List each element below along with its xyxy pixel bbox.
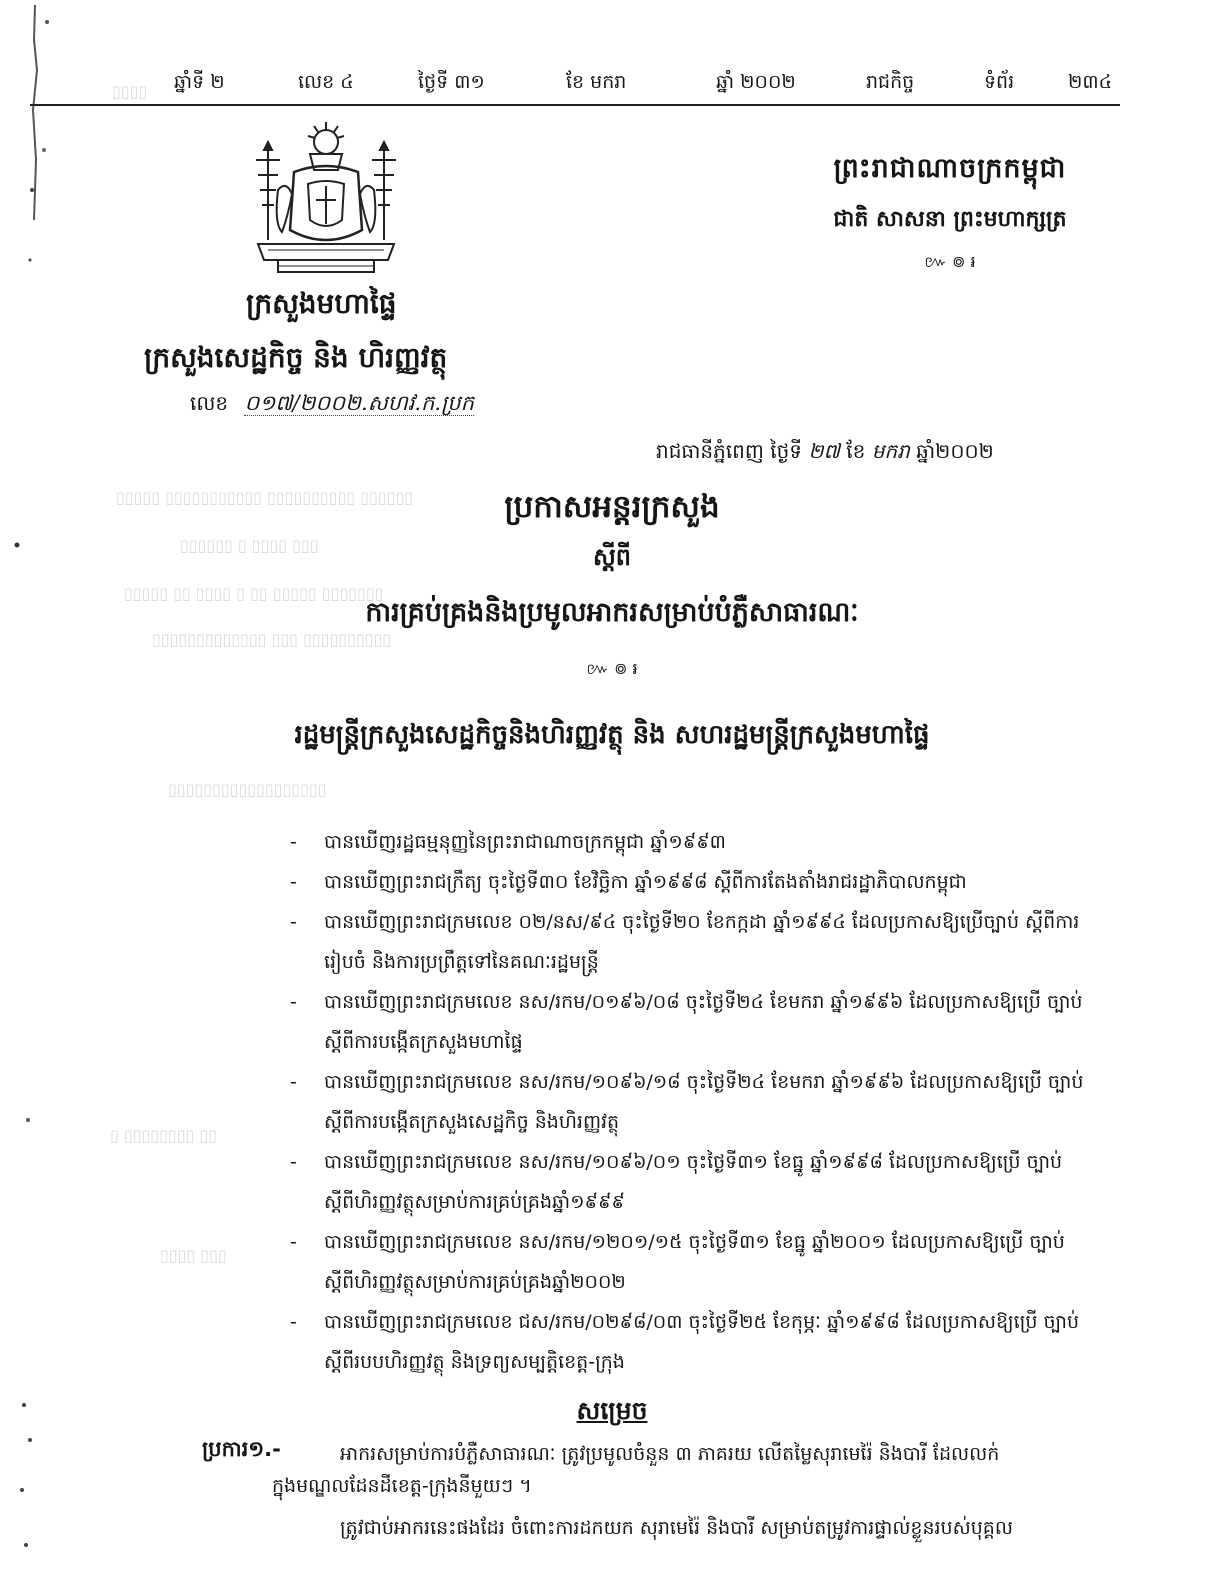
gazette-year: ឆ្នាំទី ២ xyxy=(174,71,225,93)
gazette-month: ខែ មករា xyxy=(566,71,627,93)
reference-number-line xyxy=(190,390,474,421)
consideration-item: - បានឃើញព្រះរាជក្រមលេខ នស/រកម/១០៩៦/១៨ ចុះថ្ងៃទី២៤ ខែមករា ឆ្នាំ១៩៩៦ ដែលប្រកាសឱ្យប្រើ ច្បាប់ស្តីពីការបង្កើតក្រសួងសេដ្ឋកិច្ច និងហិរញ្ញវត្ថុ xyxy=(288,1062,1088,1142)
decision-label: សម្រេច xyxy=(576,1396,648,1425)
consideration-item: - បានឃើញព្រះរាជក្រមលេខ នស/រកម/១២០១/១៥ ចុះថ្ងៃទី៣១ ខែធ្នូ ឆ្នាំ២០០១ ដែលប្រកាសឱ្យប្រើ ច្បាប់ស្តីពីហិរញ្ញវត្ថុសម្រាប់ការគ្រប់គ្រងឆ្នាំ២០០២ xyxy=(288,1222,1088,1302)
bleed-through-text: ▯▯▯▯▯▯▯▯▯▯▯▯▯ ▯▯▯ ▯▯▯▯▯▯▯▯▯▯ xyxy=(152,630,392,649)
consideration-item: - បានឃើញព្រះរាជក្រមលេខ ០២/នស/៩៤ ចុះថ្ងៃទី២០ ខែកក្កដា ឆ្នាំ១៩៩៤ ដែលប្រកាសឱ្យប្រើច្បាប់ ស្តីពីការរៀបចំ និងការប្រព្រឹត្តទៅនៃគណៈរដ្ឋមន្ត្រី xyxy=(288,902,1088,982)
reference-label: លេខ xyxy=(190,391,229,415)
kingdom-name: ព្រះរាជាណាចក្រកម្ពុជា xyxy=(833,153,1067,184)
gazette-header xyxy=(0,70,1224,100)
decorative-ornament: ៚ ៙ ៛ xyxy=(924,252,976,271)
date-month-label: ខែ xyxy=(846,439,866,463)
document-subject: ការគ្រប់គ្រងនិងប្រមូលអាករសម្រាប់បំភ្លឺសាធារណៈ xyxy=(365,597,859,628)
date-line xyxy=(656,438,994,468)
ministry-economy-finance: ក្រសួងសេដ្ឋកិច្ច និង ហិរញ្ញវត្ថុ xyxy=(144,341,448,374)
header-divider xyxy=(30,104,1120,106)
gazette-title: រាជកិច្ច xyxy=(866,71,915,93)
article-1-text: អាករសម្រាប់ការបំភ្លឺសាធារណៈ ត្រូវប្រមូលចំនួន ៣ ភាគរយ លើតម្លៃសុរាមេរ៉ៃ និងបារី ដែលលក់ xyxy=(340,1443,1000,1465)
date-place: រាជធានីភ្នំពេញ ថ្ងៃទី xyxy=(656,439,803,463)
reference-number: ០១៧/២០០២.សហវ.ក.ប្រក xyxy=(244,391,474,415)
minister-line: រដ្ឋមន្ត្រីក្រសួងសេដ្ឋកិច្ចនិងហិរញ្ញវត្ថុ និង សហរដ្ឋមន្ត្រីក្រសួងមហាផ្ទៃ xyxy=(294,720,930,750)
kingdom-heading xyxy=(780,152,1120,275)
bleed-through-text: ▯▯▯▯ ▯▯▯ xyxy=(160,1246,227,1265)
bleed-through-text: ▯▯▯▯ xyxy=(112,82,148,101)
royal-coat-of-arms-icon xyxy=(238,120,414,280)
decision-heading xyxy=(0,1396,1224,1432)
consideration-item: - បានឃើញព្រះរាជក្រមលេខ នស/រកម/១០៩៦/០១ ចុះថ្ងៃទី៣១ ខែធ្នូ ឆ្នាំ១៩៩៨ ដែលប្រកាសឱ្យប្រើ ច្បាប់ស្តីពីហិរញ្ញវត្ថុសម្រាប់ការគ្រប់គ្រងឆ្នាំ១៩៩៩ xyxy=(288,1142,1088,1222)
decorative-ornament: ៚ ៙ ៛ xyxy=(586,659,638,678)
national-motto: ជាតិ សាសនា ព្រះមហាក្សត្រ xyxy=(833,207,1067,232)
gazette-number: លេខ ៤ xyxy=(298,71,354,93)
consideration-item: - បានឃើញព្រះរាជក្រមលេខ ជស/រកម/០២៩៨/០៣ ចុះថ្ងៃទី២៥ ខែកុម្ភៈ ឆ្នាំ១៩៩៨ ដែលប្រកាសឱ្យប្រើ ច្បាប់ស្តីពីរបបហិរញ្ញវត្ថុ និងទ្រព្យសម្បត្តិខេត្ត-ក្រុង xyxy=(288,1302,1088,1382)
date-year: ឆ្នាំ២០០២ xyxy=(916,439,994,463)
bleed-through-text: ▯ ▯▯▯▯▯▯▯▯ ▯▯ xyxy=(110,1126,218,1145)
bleed-through-text: ▯▯▯▯▯ ▯▯ ▯▯▯▯ ▯ ▯▯ ▯▯▯▯▯ ▯▯▯▯▯▯▯ xyxy=(124,584,384,603)
date-month: មករា xyxy=(871,439,910,463)
consideration-item: - បានឃើញព្រះរាជក្រមលេខ នស/រកម/០១៩៦/០៨ ចុះថ្ងៃទី២៤ ខែមករា ឆ្នាំ១៩៩៦ ដែលប្រកាសឱ្យប្រើ ច្បាប់ស្តីពីការបង្កើតក្រសួងមហាផ្ទៃ xyxy=(288,982,1088,1062)
gazette-year-full: ឆ្នាំ ២០០២ xyxy=(716,71,796,93)
date-day: ២៧ xyxy=(808,439,840,463)
bleed-through-text: ▯▯▯▯▯▯▯▯▯▯▯▯▯▯▯▯▯▯ xyxy=(168,780,327,799)
page-label: ទំព័រ xyxy=(984,71,1015,93)
ministry-interior: ក្រសួងមហាផ្ទៃ xyxy=(246,287,397,320)
bleed-through-text: ▯▯▯▯▯▯ ▯ ▯▯▯▯ ▯▯▯ xyxy=(180,536,319,555)
consideration-item: - បានឃើញព្រះរាជក្រឹត្យ ចុះថ្ងៃទី៣០ ខែវិច្ឆិកា ឆ្នាំ១៩៩៨ ស្តីពីការតែងតាំងរាជរដ្ឋាភិបាលកម្ពុជា xyxy=(288,862,1088,902)
document-subtitle: ស្តីពី xyxy=(592,543,632,571)
page-number: ២៣៤ xyxy=(1068,71,1113,93)
article-1-text-continued: ក្នុងមណ្ឌលដែនដីខេត្ត-ក្រុងនីមួយៗ ។ xyxy=(272,1475,532,1497)
bleed-through-text: ▯▯▯▯▯ ▯▯▯▯▯▯▯▯▯▯▯ ▯▯▯▯▯▯▯▯▯▯ ▯▯▯▯▯▯ xyxy=(116,488,414,507)
scan-edge-marks xyxy=(0,0,60,1584)
consideration-item: - បានឃើញរដ្ឋធម្មនុញ្ញនៃព្រះរាជាណាចក្រកម្ពុជា ឆ្នាំ១៩៩៣ xyxy=(288,822,1088,862)
considerations-list xyxy=(288,822,1088,1382)
article-1-paragraph-2: ត្រូវជាប់អាករនេះផងដែរ ចំពោះការដកយក សុរាមេរ៉ៃ និងបារី សម្រាប់តម្រូវការផ្ទាល់ខ្លួនរបស់បុគ្គល xyxy=(340,1517,1013,1539)
article-1-label: ប្រការ១.- xyxy=(202,1437,281,1461)
gazette-day: ថ្ងៃទី ៣១ xyxy=(418,71,485,93)
document-title: ប្រកាសអន្តរក្រសួង xyxy=(504,489,720,525)
